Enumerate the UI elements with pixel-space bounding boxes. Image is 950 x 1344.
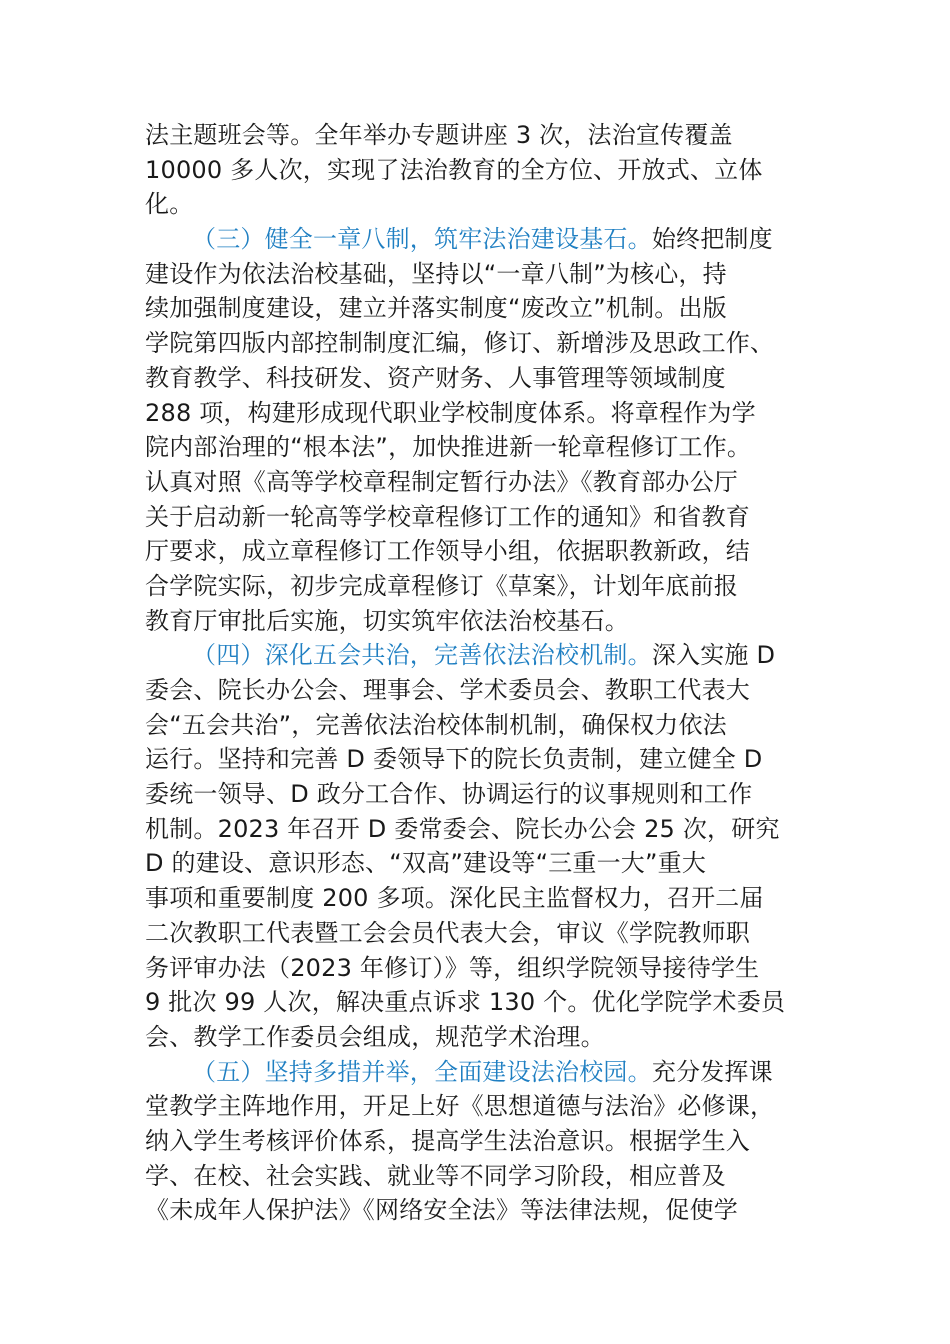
body-line-24: 二次教职工代表暨工会会员代表大会，审议《学院教师职 [145,918,750,947]
body-line-31: 学、在校、社会实践、就业等不同学习阶段，相应普及 [145,1161,726,1190]
body-line-10: 院内部治理的“根本法”，加快推进新一轮章程修订工作。 [145,433,752,462]
body-line-14: 合学院实际，初步完成章程修订《草案》，计划年底前报 [145,571,738,600]
body-line-6: 续加强制度建设，建立并落实制度“废改立”机制。出版 [145,294,727,323]
body-line-8: 教育教学、科技研发、资产财务、人事管理等领域制度 [145,363,726,392]
body-line-18: 会“五会共治”，完善依法治校体制机制，确保权力依法 [145,710,727,739]
body-line-7: 学院第四版内部控制制度汇编，修订、新增涉及思政工作、 [145,329,775,358]
section-4-lead-text: 深入实施 D [651,641,776,670]
section-4-first-line [145,638,810,673]
body-line-5: 建设作为依法治校基础，坚持以“一章八制”为核心，持 [145,259,727,288]
body-line-30: 纳入学生考核评价体系，提高学生法治意识。根据学生入 [145,1126,750,1155]
section-3-first-line [145,222,810,257]
body-line-11: 认真对照《高等学校章程制定暂行办法》《教育部办公厅 [145,467,738,496]
body-line-13: 厅要求，成立章程修订工作领导小组，依据职教新政，结 [145,537,750,566]
body-line-21: 机制。2023 年召开 D 委常委会、院长办公会 25 次，研究 [145,814,780,843]
document-page [145,118,810,1228]
body-line-25: 务评审办法（2023 年修订）》等，组织学院领导接待学生 [145,953,760,982]
body-line-19: 运行。坚持和完善 D 委领导下的院长负责制，建立健全 D [145,745,763,774]
body-line-1: 法主题班会等。全年举办专题讲座 3 次，法治宣传覆盖 [145,121,733,149]
body-line-26: 9 批次 99 人次，解决重点诉求 130 个。优化学院学术委员 [145,988,786,1017]
body-line-17: 委会、院长办公会、理事会、学术委员会、教职工代表大 [145,676,750,704]
body-line-32: 《未成年人保护法》《网络安全法》等法律法规，促使学 [145,1196,738,1225]
body-line-15: 教育厅审批后实施，切实筑牢依法治校基石。 [145,606,629,635]
body-line-20: 委统一领导、D 政分工合作、协调运行的议事规则和工作 [145,780,753,809]
section-5-first-line [145,1055,810,1090]
body-line-23: 事项和重要制度 200 多项。深化民主监督权力，召开二届 [145,884,764,913]
body-line-22: D 的建设、意识形态、“双高”建设等“三重一大”重大 [145,849,707,878]
body-line-2: 10000 多人次，实现了法治教育的全方位、开放式、立体 [145,155,763,184]
section-5-lead-text: 充分发挥课 [651,1057,773,1086]
section-4-heading: （四）深化五会共治，完善依法治校机制。 [192,641,652,670]
body-line-12: 关于启动新一轮高等学校章程修订工作的通知》和省教育 [145,502,750,531]
body-line-27: 会、教学工作委员会组成，规范学术治理。 [145,1022,605,1051]
body-line-3: 化。 [145,190,194,219]
section-5-heading: （五）坚持多措并举，全面建设法治校园。 [192,1057,652,1086]
section-3-lead-text: 始终把制度 [651,225,773,254]
body-line-9: 288 项，构建形成现代职业学校制度体系。将章程作为学 [145,398,756,427]
section-3-heading: （三）健全一章八制，筑牢法治建设基石。 [192,225,652,254]
body-line-29: 堂教学主阵地作用，开足上好《思想道德与法治》必修课， [145,1092,775,1121]
